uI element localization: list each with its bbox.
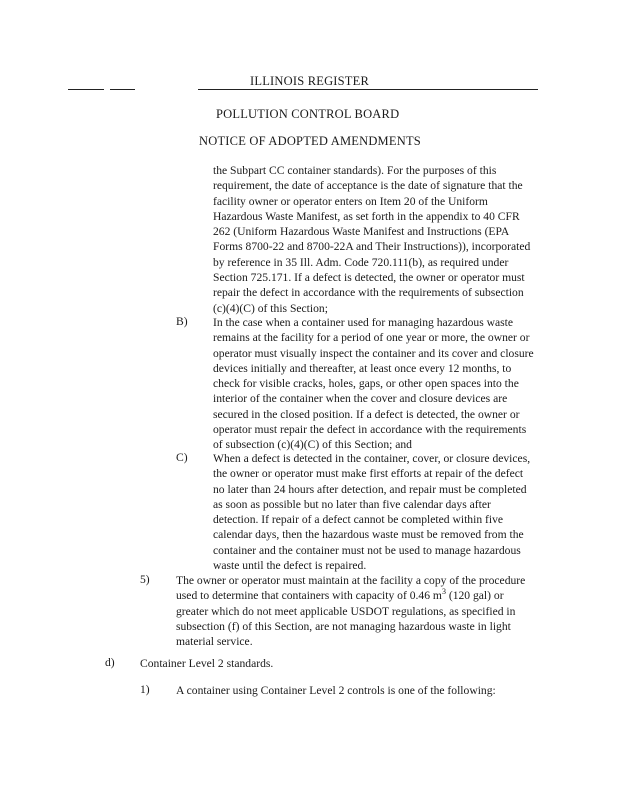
item-1-paragraph: A container using Container Level 2 controls is one of the following: [176,684,496,697]
item-c-label: C) [176,451,188,464]
item-d-heading: Container Level 2 standards. [140,657,274,670]
agency-title: POLLUTION CONTROL BOARD [216,107,400,121]
item-b-paragraph: In the case when a container used for managing hazardous waste remains at the facility for a period of one year or more, the owner or operator must visually inspect the container and its cover and closure devices initially and thereafter, at least once every 12 months, to check for visible cracks, holes, gaps, or other open spaces into the interior of the container when the cover and closure devices are secured in the closed position. If a defect is detected, the owner or operator must repair the defect in accordance with the requirements of subsection (c)(4)(C) of this Section; and [213,316,534,452]
header-rule-main [198,89,538,90]
notice-title: NOTICE OF ADOPTED AMENDMENTS [199,134,421,148]
item-c-paragraph: When a defect is detected in the container, cover, or closure devices, the owner or operator must make first efforts at repair of the defect no later than 24 hours after detection, and repair must be completed as soon as possible but no later than five calendar days after detection. If repair of a defect cannot be completed within five calendar days, then the hazardous waste must be removed from the container and the container must not be used to manage hazardous waste until the defect is repaired. [213,452,531,573]
item-d-label: d) [105,656,115,669]
header-rule-left-1 [68,89,104,90]
item-5-superscript: 3 [441,587,446,597]
item-5-text-after: (120 gal) or greater which do not meet applicable USDOT regulations, as specified in subsection (f) of this Section, are not managing hazardous waste in light material service. [176,589,516,649]
item-5-text-before: The owner or operator must maintain at the facility a copy of the procedure used to determine that containers with capacity of 0.46 m [176,574,526,603]
register-title: ILLINOIS REGISTER [250,74,370,88]
item-5-label: 5) [140,573,150,586]
item-5-paragraph [176,573,528,649]
continuation-paragraph: the Subpart CC container standards). For the purposes of this requirement, the date of acceptance is the date of signature that the facility owner or operator enters on Item 20 of the Uniform Hazardous Waste Manifest, as set forth in the appendix to 40 CFR 262 (Uniform Hazardous Waste Manifest and Instructions (EPA Forms 8700-22 and 8700-22A and Their Instructions)), incorporated by reference in 35 Ill. Adm. Code 720.111(b), as required under Section 725.171. If a defect is detected, the owner or operator must repair the defect in accordance with the requirements of subsection (c)(4)(C) of this Section; [213,164,531,315]
item-1-label: 1) [140,683,150,696]
item-b-label: B) [176,315,188,328]
header-rule-left-2 [110,89,135,90]
